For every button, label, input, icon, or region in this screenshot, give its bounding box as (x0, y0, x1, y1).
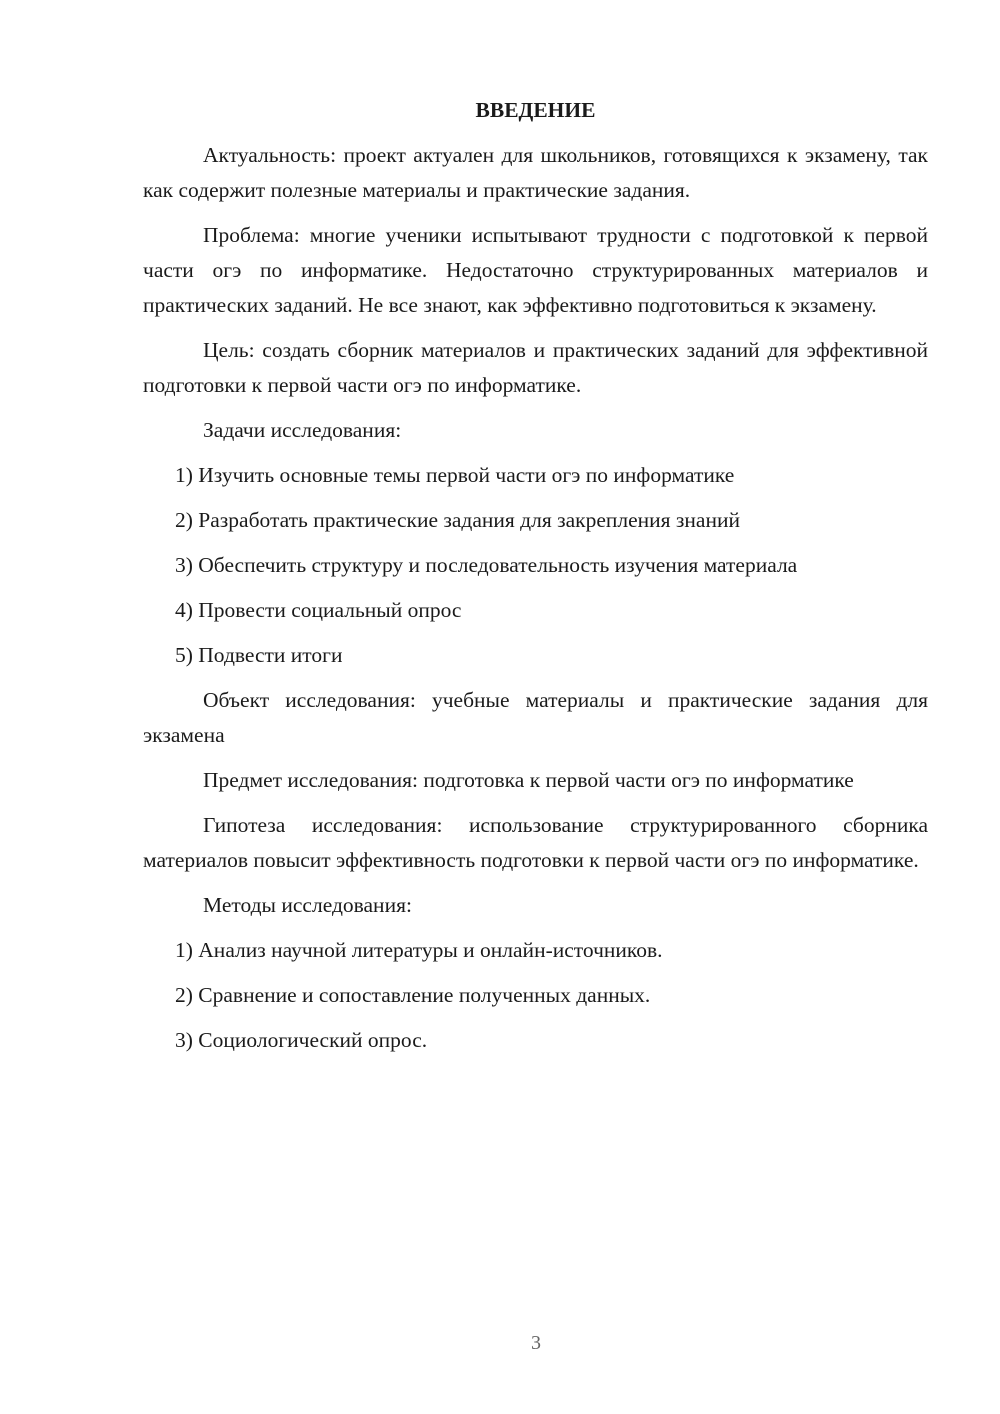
subject-paragraph: Предмет исследования: подготовка к первой части огэ по информатике (203, 768, 854, 792)
hypothesis-paragraph: Гипотеза исследования: использование структурированного сборника материалов повысит эффективность подготовки к первой части огэ по информатике. (143, 813, 928, 872)
tasks-list (143, 458, 928, 673)
document-page (143, 92, 928, 1068)
problem-paragraph: Проблема: многие ученики испытывают трудности с подготовкой к первой части огэ по информатике. Недостаточно структурированных материалов и практических заданий. Не все знают, как эффективно подготовиться к экзамену. (143, 223, 928, 317)
list-item: 3) Социологический опрос. (175, 1028, 428, 1052)
relevance-paragraph: Актуальность: проект актуален для школьников, готовящихся к экзамену, так как содержит полезные материалы и практические задания. (143, 143, 928, 202)
goal-paragraph: Цель: создать сборник материалов и практических заданий для эффективной подготовки к первой части огэ по информатике. (143, 338, 928, 397)
list-item: 1) Изучить основные темы первой части огэ по информатике (175, 463, 735, 487)
list-item: 2) Сравнение и сопоставление полученных данных. (175, 983, 651, 1007)
section-title: ВВЕДЕНИЕ (475, 98, 596, 122)
methods-heading: Методы исследования: (203, 893, 412, 917)
page-number: 3 (531, 1332, 541, 1354)
list-item: 3) Обеспечить структуру и последовательность изучения материала (175, 553, 798, 577)
list-item: 4) Провести социальный опрос (175, 598, 462, 622)
list-item: 5) Подвести итоги (175, 643, 343, 667)
list-item: 1) Анализ научной литературы и онлайн-источников. (175, 938, 663, 962)
list-item: 2) Разработать практические задания для закрепления знаний (175, 508, 740, 532)
methods-list (143, 933, 928, 1058)
tasks-heading: Задачи исследования: (203, 418, 402, 442)
object-paragraph: Объект исследования: учебные материалы и практические задания для экзамена (143, 688, 928, 747)
